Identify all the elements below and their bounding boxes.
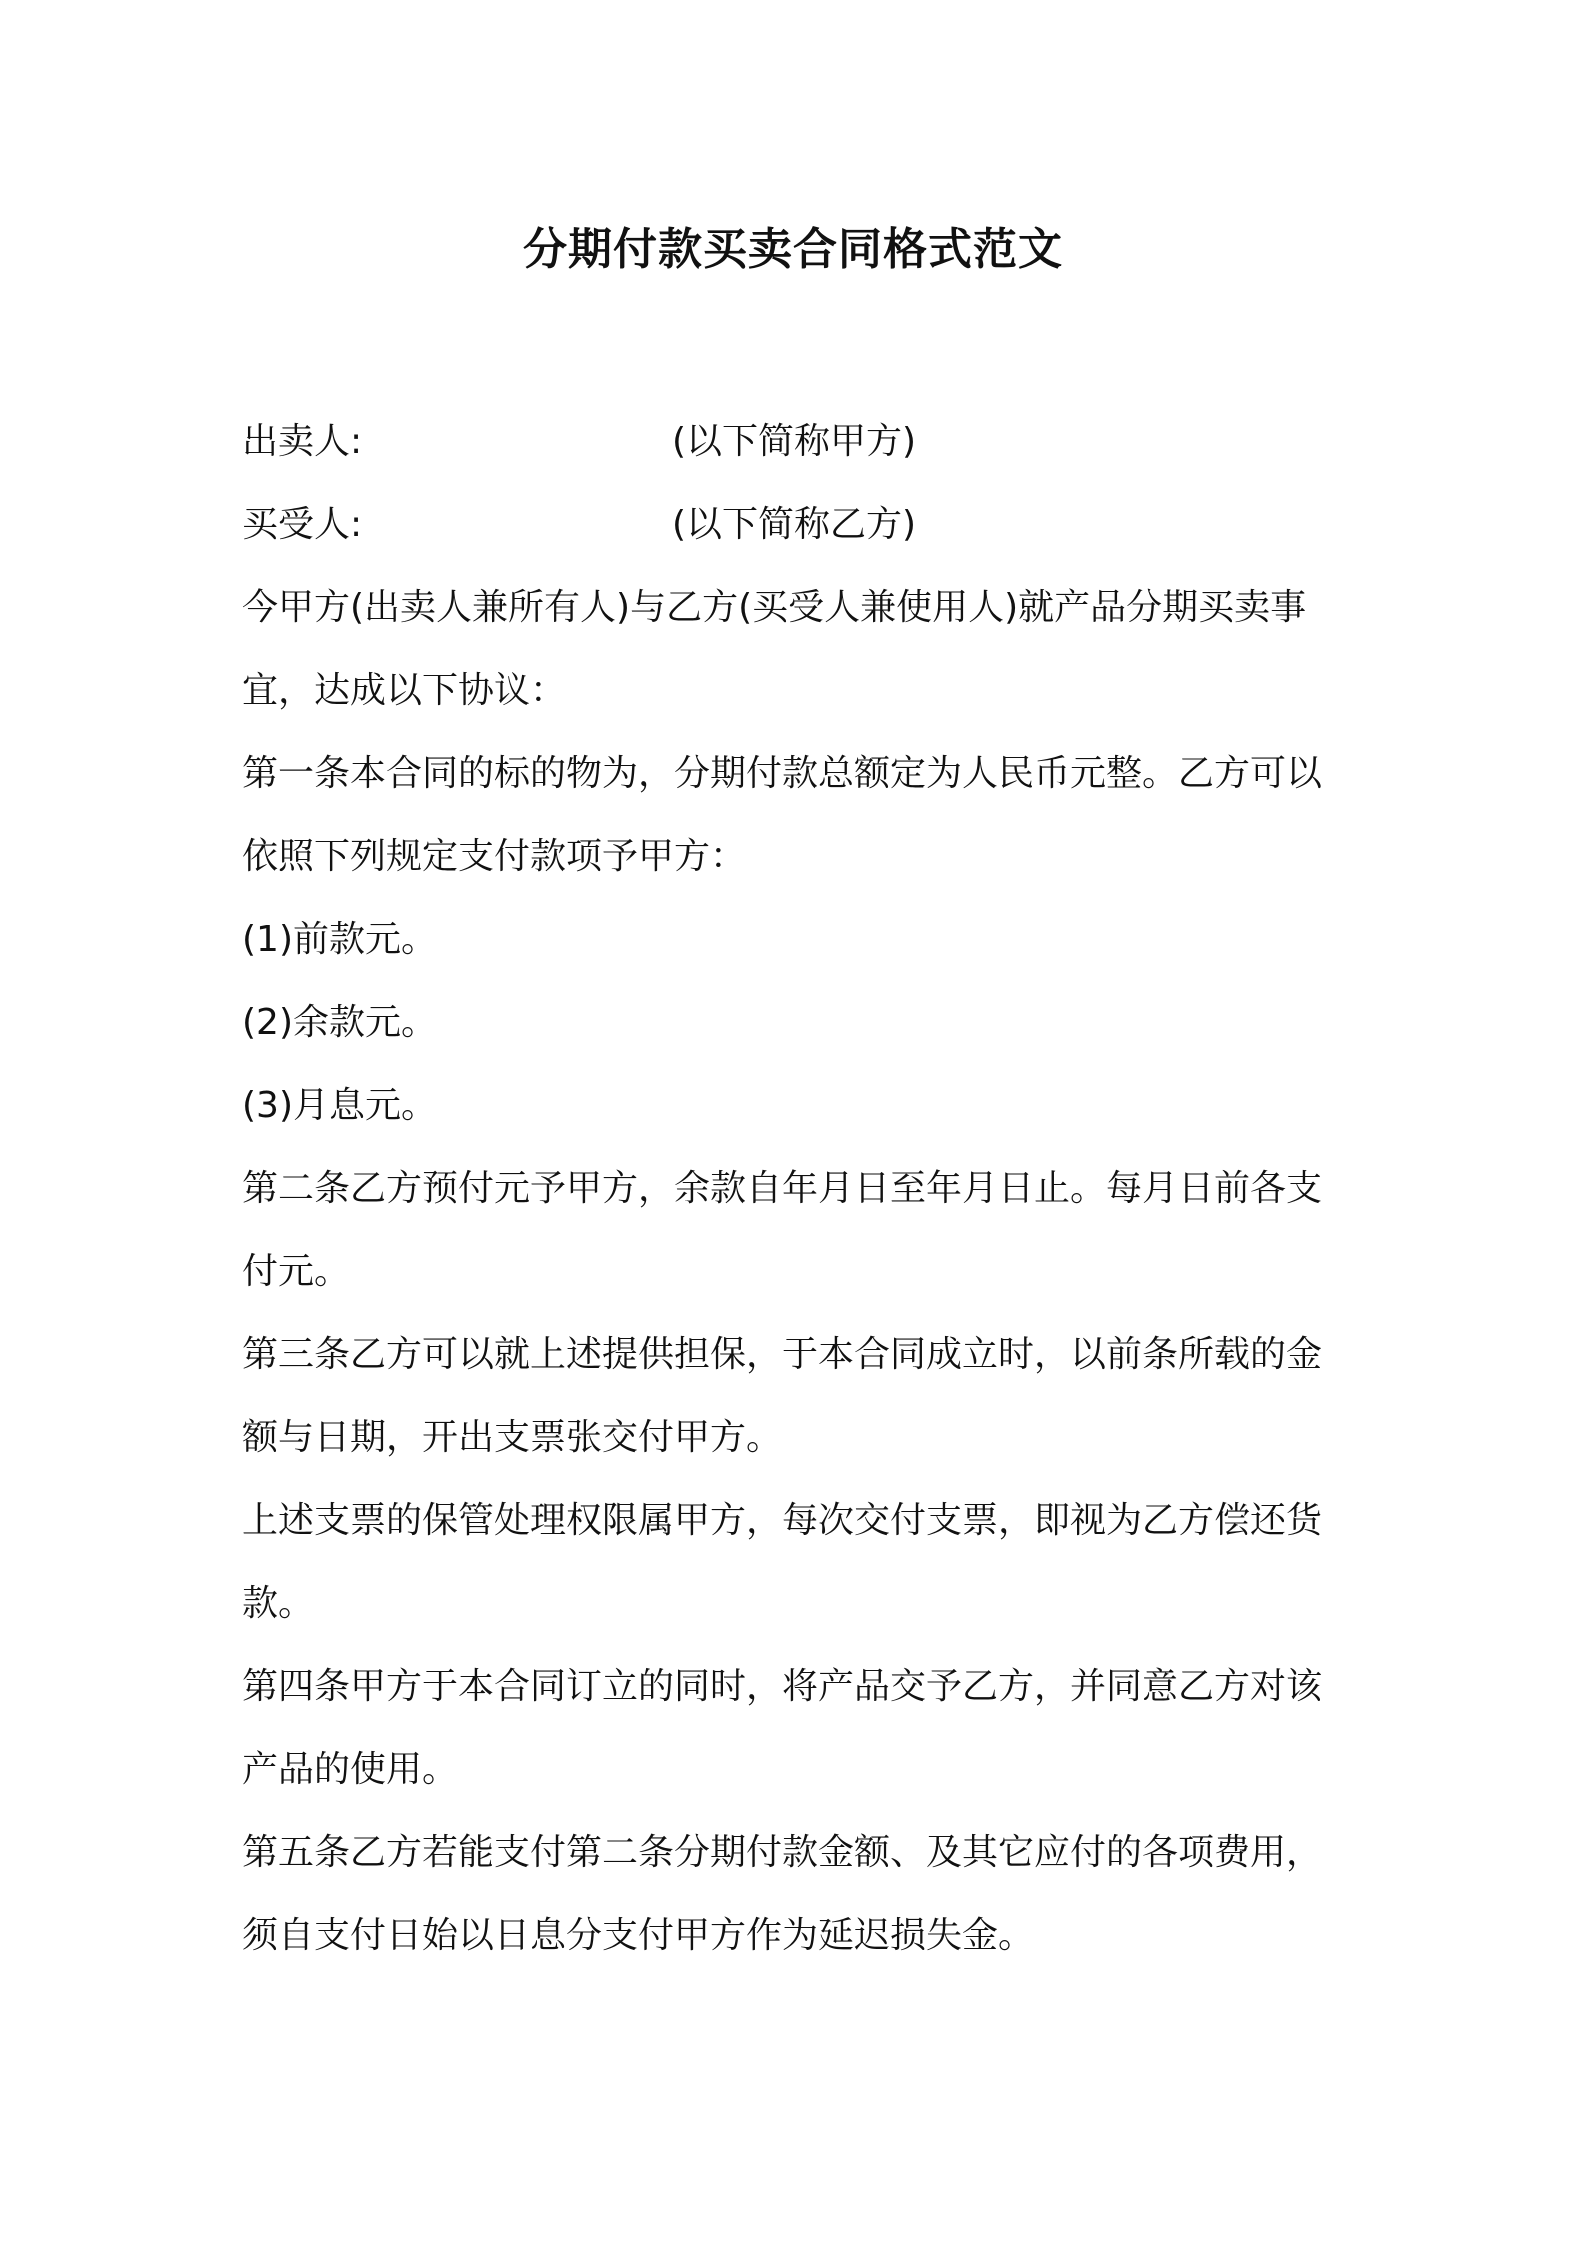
text-line-1: 今甲方(出卖人兼所有人)与乙方(买受人兼使用人)就产品分期买卖事 <box>242 587 1307 628</box>
article-1-line-2: 依照下列规定支付款项予甲方： <box>242 836 747 877</box>
article-5-line-1: 第五条乙方若能支付第二条分期付款金额、及其它应付的各项费用， <box>242 1832 1323 1873</box>
payment-item-3: (3)月息元。 <box>242 1085 437 1126</box>
buyer-note: (以下简称乙方) <box>672 504 917 545</box>
article-2-line-2: 付元。 <box>242 1251 351 1292</box>
article-1-line-1: 第一条本合同的标的物为，分期付款总额定为人民币元整。乙方可以 <box>242 753 1323 794</box>
payment-item-2: (2)余款元。 <box>242 1002 437 1043</box>
seller-line <box>242 400 1362 483</box>
article-4-line-1: 第四条甲方于本合同订立的同时，将产品交予乙方，并同意乙方对该 <box>242 1666 1323 1707</box>
article-3-line-1: 第三条乙方可以就上述提供担保，于本合同成立时，以前条所载的金 <box>242 1334 1323 1375</box>
buyer-label: 买受人: <box>242 504 363 545</box>
seller-label: 出卖人: <box>242 421 363 462</box>
check-paragraph-line-1: 上述支票的保管处理权限属甲方，每次交付支票，即视为乙方偿还货 <box>242 1500 1323 1541</box>
document-title: 分期付款买卖合同格式范文 <box>523 224 1063 275</box>
check-paragraph-line-2: 款。 <box>242 1583 315 1624</box>
article-3-line-2: 额与日期，开出支票张交付甲方。 <box>242 1417 783 1458</box>
article-4-line-2: 产品的使用。 <box>242 1749 459 1790</box>
article-2-line-1: 第二条乙方预付元予甲方，余款自年月日至年月日止。每月日前各支 <box>242 1168 1323 1209</box>
payment-item-1: (1)前款元。 <box>242 919 437 960</box>
buyer-line <box>242 483 1362 566</box>
text-line-2: 宜，达成以下协议： <box>242 670 567 711</box>
article-5-line-2: 须自支付日始以日息分支付甲方作为延迟损失金。 <box>242 1915 1035 1956</box>
document-body <box>242 400 1362 1977</box>
seller-note: (以下简称甲方) <box>672 421 917 462</box>
